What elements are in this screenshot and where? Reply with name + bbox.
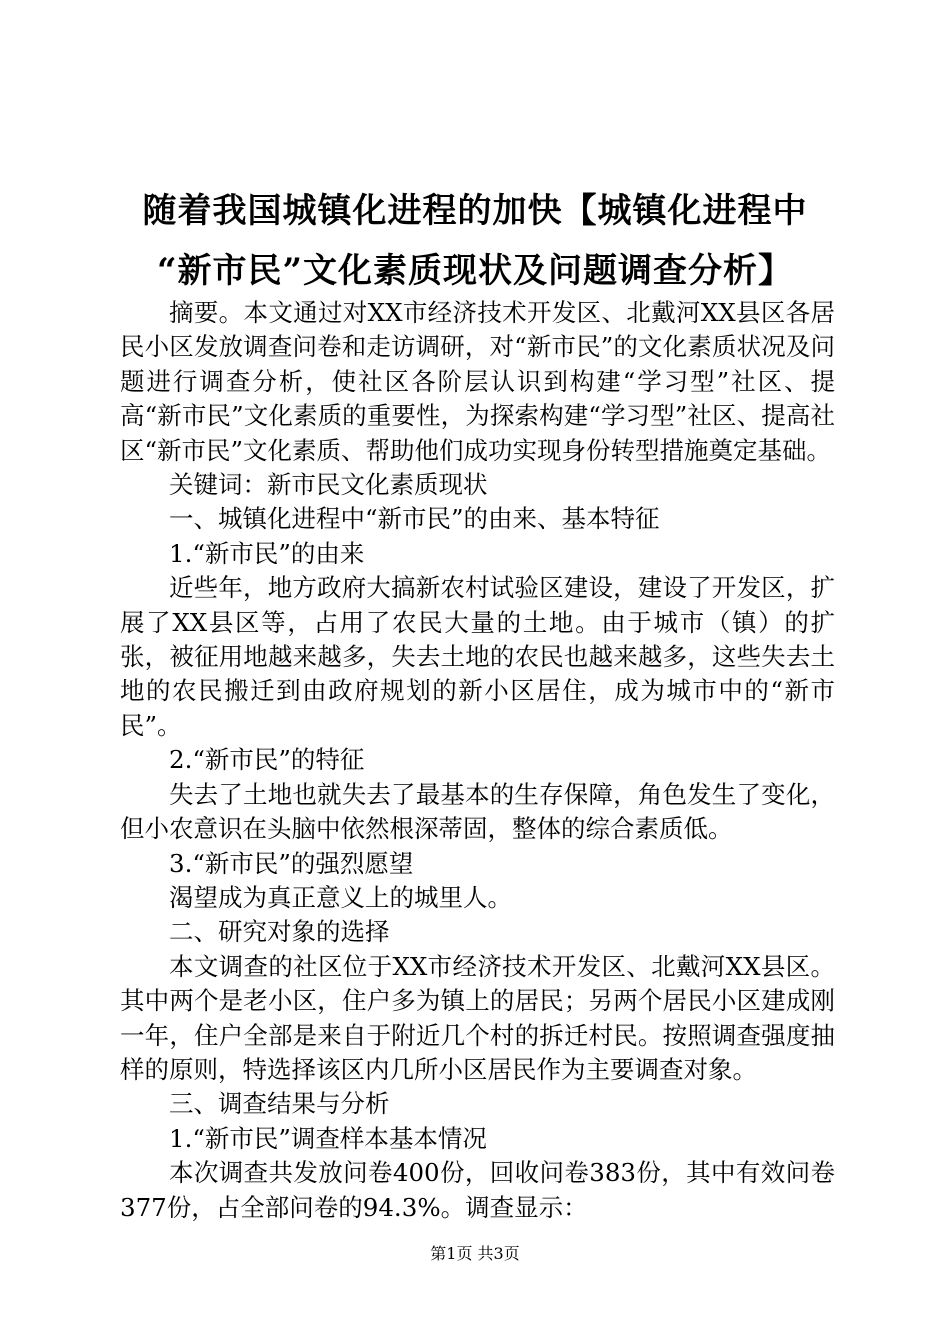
paragraph-abstract: 摘要。本文通过对XX市经济技术开发区、北戴河XX县区各居民小区发放调查问卷和走访调研，对“新市民”的文化素质状况及问题进行调查分析，使社区各阶层认识到构建“学习型”社区、提高“新市民”文化素质的重要性，为探索构建“学习型”社区、提高社区“新市民”文化素质、帮助他们成功实现身份转型措施奠定基础。: [120, 298, 835, 465]
heading-section-1-1: 1.“新市民”的由来: [169, 538, 365, 568]
heading-section-2: 二、研究对象的选择: [169, 917, 390, 947]
paragraph-aspiration: 渴望成为真正意义上的城里人。: [169, 882, 512, 912]
document-title-line-2: “新市民”文化素质现状及问题调查分析】: [156, 251, 794, 291]
heading-section-1: 一、城镇化进程中“新市民”的由来、基本特征: [169, 504, 660, 534]
heading-section-3: 三、调查结果与分析: [169, 1089, 390, 1119]
heading-section-1-2: 2.“新市民”的特征: [169, 745, 365, 775]
heading-section-1-3: 3.“新市民”的强烈愿望: [169, 848, 414, 878]
paragraph-survey-sample: 本次调查共发放问卷400份，回收问卷383份，其中有效问卷377份，占全部问卷的94.3%。调查显示：: [120, 1158, 835, 1222]
heading-section-3-1: 1.“新市民”调查样本基本情况: [169, 1123, 487, 1153]
paragraph-keywords: 关键词：新市民文化素质现状: [169, 470, 488, 500]
document-body: [120, 296, 835, 1225]
paragraph-origin: 近些年，地方政府大搞新农村试验区建设，建设了开发区，扩展了XX县区等，占用了农民大量的土地。由于城市（镇）的扩张，被征用地越来越多，失去土地的农民也越来越多，这些失去土地的农民搬迁到由政府规划的新小区居住，成为城市中的“新市民”。: [120, 573, 835, 740]
document-title-line-1: 随着我国城镇化进程的加快【城镇化进程中: [142, 191, 808, 231]
paragraph-research-subjects: 本文调查的社区位于XX市经济技术开发区、北戴河XX县区。其中两个是老小区，住户多为镇上的居民；另两个居民小区建成刚一年，住户全部是来自于附近几个村的拆迁村民。按照调查强度抽样的原则，特选择该区内几所小区居民作为主要调查对象。: [120, 951, 835, 1084]
paragraph-features: 失去了土地也就失去了最基本的生存保障，角色发生了变化，但小农意识在头脑中依然根深蒂固，整体的综合素质低。: [120, 779, 835, 844]
page-footer: 第1页 共3页: [430, 1244, 520, 1263]
